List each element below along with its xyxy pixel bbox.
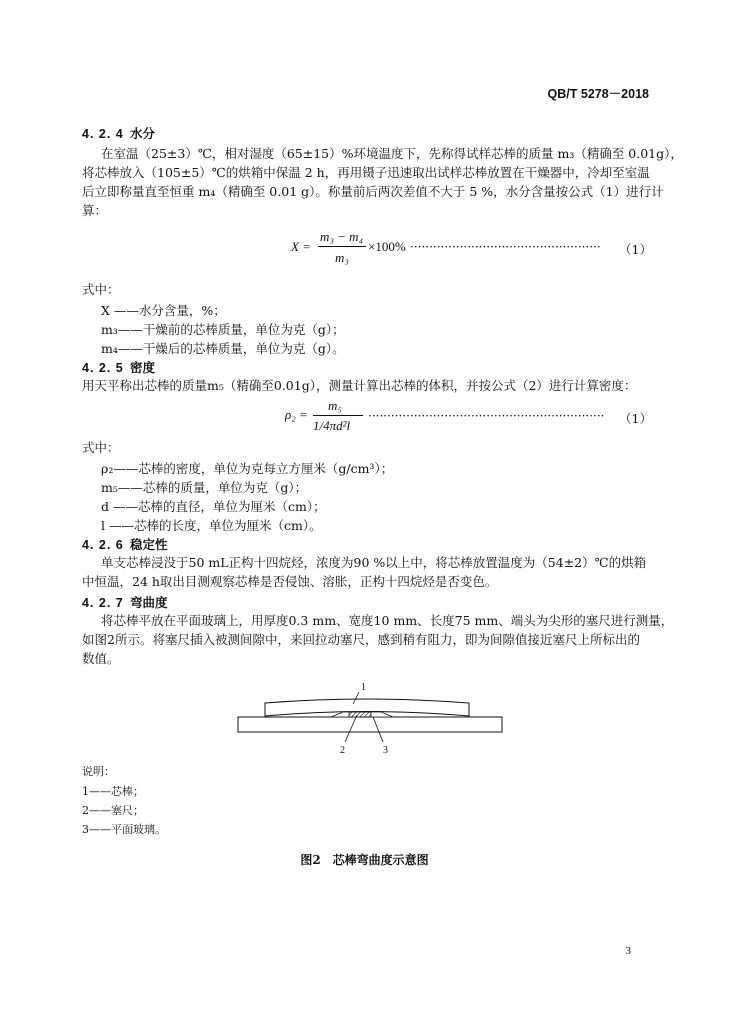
section-4-2-7-heading (82, 593, 168, 611)
paragraph-line: 将芯棒放入（105±5）℃的烘箱中保温 2 h，再用镊子迅速取出试样芯棒放置在干燥器中，冷却至室温 (82, 165, 650, 180)
glass-plate-shape (238, 717, 502, 732)
standard-code: QB/T 5278－2018 (547, 87, 649, 101)
formula-leader-dots: ······························································ (368, 409, 605, 423)
callout-3: 3 (383, 745, 388, 756)
variable-definition: m₅——芯棒的质量，单位为克（g）； (101, 480, 308, 495)
legend-item: 2——塞尺； (82, 804, 144, 817)
section-number: 4. 2. 7 (82, 596, 124, 610)
legend-title: 说明： (82, 765, 115, 778)
formula-lhs: X = (291, 239, 311, 254)
section-4-2-4-heading (82, 124, 155, 142)
gap-hatch (349, 712, 371, 717)
callout-1: 1 (361, 682, 366, 693)
paragraph-line: 中恒温，24 h取出目测观察芯棒是否侵蚀、溶胀，正构十四烷烃是否变色。 (82, 574, 498, 589)
where-label: 式中： (82, 282, 120, 297)
variable-definition: l ——芯棒的长度，单位为厘米（cm）。 (101, 518, 322, 533)
bending-diagram (235, 676, 505, 756)
paragraph-line: 用天平称出芯棒的质量m₅（精确至0.01g），测量计算出芯棒的体积，并按公式（2）进行计算密度： (82, 378, 637, 393)
section-4-2-6-heading (82, 535, 168, 553)
paragraph-line: 在室温（25±3）℃，相对湿度（65±15）%环境温度下，先称得试样芯棒的质量 m₃（精确至 0.01g）， (101, 146, 683, 161)
section-4-2-5-heading (82, 358, 155, 376)
paragraph-line: 后立即称量直至恒重 m₄（精确至 0.01 g）。称量前后两次差值不大于 5 %，水分含量按公式（1）进行计 (82, 184, 664, 199)
formula-denominator: 1/4πd²l (313, 418, 351, 433)
page-number: 3 (625, 945, 631, 957)
fraction-bar (318, 246, 366, 247)
section-title: 稳定性 (130, 537, 168, 552)
paragraph-line: 数值。 (82, 651, 120, 666)
section-number: 4. 2. 6 (82, 538, 124, 552)
callout-2: 2 (340, 745, 345, 756)
formula-number: （1） (619, 411, 652, 426)
legend-item: 1——芯棒； (82, 785, 144, 798)
paragraph-line: 如图2所示。将塞尺插入被测间隙中，来回拉动塞尺，感到稍有阻力，即为间隙值接近塞尺上所标出的 (82, 632, 640, 647)
figure-caption: 图2 芯棒弯曲度示意图 (300, 853, 429, 867)
section-title: 弯曲度 (130, 595, 168, 610)
formula-leader-dots: ·················································· (410, 240, 601, 254)
formula-lhs: ρ₂ = (285, 407, 308, 422)
formula-factor: ×100% (368, 239, 406, 254)
section-number: 4. 2. 4 (82, 127, 124, 141)
variable-definition: m₃——干燥前的芯棒质量，单位为克（g）； (101, 322, 345, 337)
formula-numerator: m₃ − m₄ (320, 229, 364, 244)
formula-number: （1） (619, 242, 652, 257)
variable-definition: m₄——干燥后的芯棒质量，单位为克（g）。 (101, 341, 345, 356)
paragraph-line: 将芯棒平放在平面玻璃上，用厚度0.3 mm、宽度10 mm、长度75 mm、端头为尖形的塞尺进行测量， (101, 613, 674, 628)
section-number: 4. 2. 5 (82, 361, 124, 375)
paragraph-line: 算： (82, 203, 108, 218)
formula-numerator: m₅ (328, 398, 342, 413)
variable-definition: X ——水分含量，%； (101, 303, 226, 318)
section-title: 密度 (130, 360, 156, 375)
fraction-bar (313, 415, 363, 416)
section-title: 水分 (130, 126, 156, 141)
formula-denominator: m₃ (335, 250, 349, 265)
variable-definition: ρ₂——芯棒的密度，单位为克每立方厘米（g/cm³）； (101, 461, 394, 476)
legend-item: 3——平面玻璃。 (82, 823, 166, 836)
variable-definition: d ——芯棒的直径，单位为厘米（cm）； (101, 499, 326, 514)
paragraph-line: 单支芯棒浸没于50 mL正构十四烷烃，浓度为90 %以上中，将芯棒放置温度为（54±2）℃的烘箱 (101, 555, 647, 570)
where-label: 式中： (82, 440, 120, 455)
